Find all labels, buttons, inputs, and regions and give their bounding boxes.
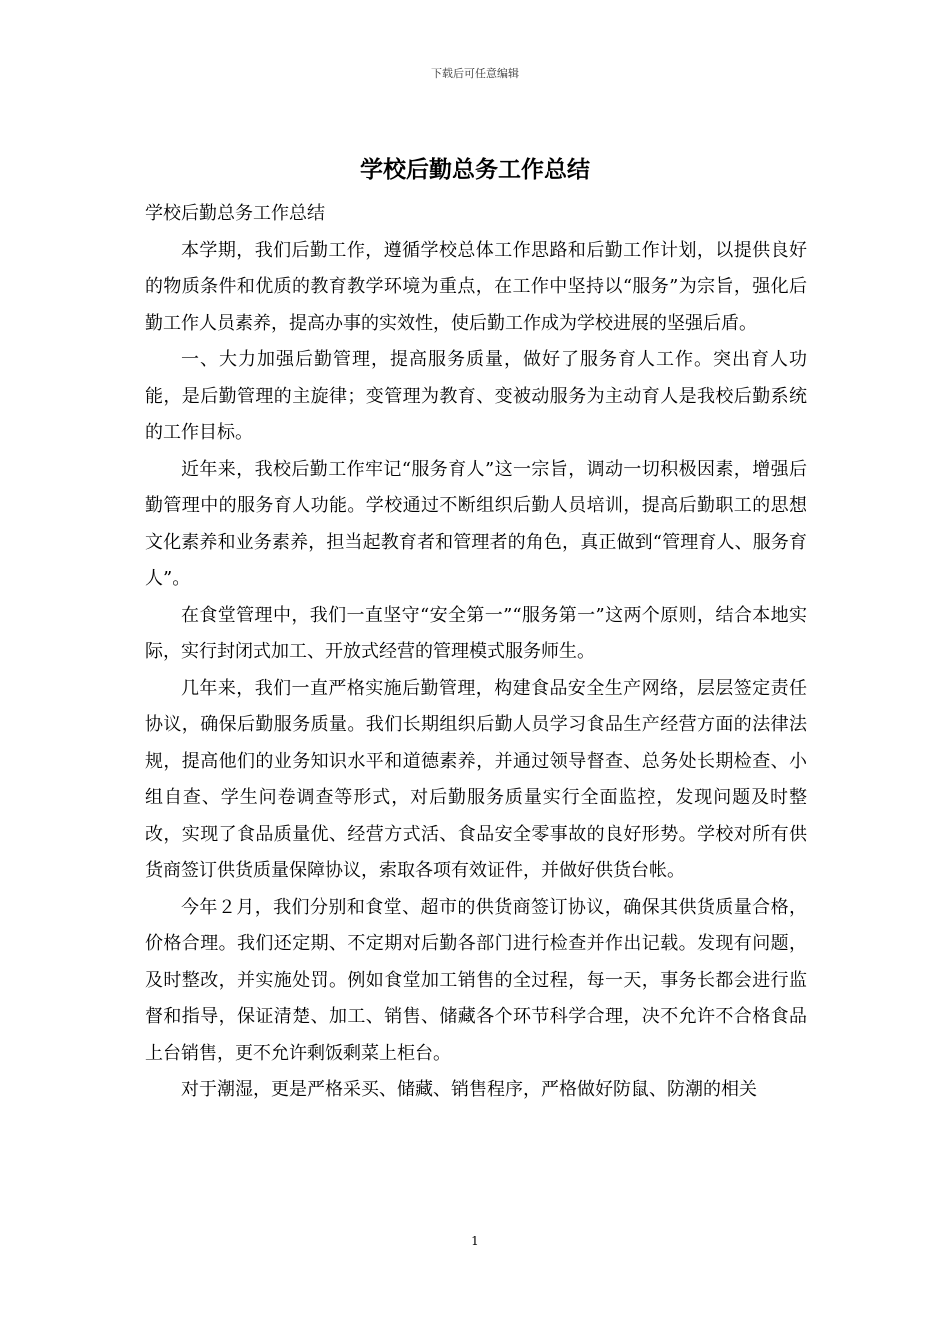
document-title: 学校后勤总务工作总结: [360, 156, 590, 183]
paragraph: 今年２月，我们分别和食堂、超市的供货商签订协议，确保其供货质量合格，价格合理。我们还定期、不定期对后勤各部门进行检查并作出记载。发现有问题，及时整改，并实施处罚。例如食堂加工销售的全过程，每一天，事务长都会进行监督和指导，保证清楚、加工、销售、储藏各个环节科学合理，决不允许不合格食品上台销售，更不允许剩饭剩菜上柜台。: [145, 896, 807, 1064]
paragraph: 几年来，我们一直严格实施后勤管理，构建食品安全生产网络，层层签定责任协议，确保后勤服务质量。我们长期组织后勤人员学习食品生产经营方面的法律法规，提高他们的业务知识水平和道德素养，并通过领导督查、总务处长期检查、小组自查、学生问卷调查等形式，对后勤服务质量实行全面监控，发现问题及时整改，实现了食品质量优、经营方式活、食品安全零事故的良好形势。学校对所有供货商签订供货质量保障协议，索取各项有效证件，并做好供货台帐。: [145, 677, 807, 881]
document-body: [145, 196, 807, 1109]
paragraph: 在食堂管理中，我们一直坚守“安全第一”“服务第一”这两个原则，结合本地实际，实行封闭式加工、开放式经营的管理模式服务师生。: [145, 604, 807, 662]
paragraph: 近年来，我校后勤工作牢记“服务育人”这一宗旨，调动一切积极因素，增强后勤管理中的服务育人功能。学校通过不断组织后勤人员培训，提高后勤职工的思想文化素养和业务素养，担当起教育者和管理者的角色，真正做到“管理育人、服务育人”。: [145, 458, 807, 589]
document-subtitle: 学校后勤总务工作总结: [145, 203, 325, 224]
header-note: 下载后可任意编辑: [431, 67, 519, 80]
paragraph: 一、大力加强后勤管理，提高服务质量，做好了服务育人工作。突出育人功能，是后勤管理的主旋律；变管理为教育、变被动服务为主动育人是我校后勤系统的工作目标。: [145, 349, 807, 443]
paragraph: 本学期，我们后勤工作，遵循学校总体工作思路和后勤工作计划，以提供良好的物质条件和优质的教育教学环境为重点，在工作中坚持以“服务”为宗旨，强化后勤工作人员素养，提高办事的实效性，使后勤工作成为学校进展的坚强后盾。: [145, 239, 807, 334]
paragraph: 对于潮湿，更是严格采买、储藏、销售程序，严格做好防鼠、防潮的相关: [181, 1079, 757, 1100]
page-number: 1: [471, 1234, 479, 1248]
